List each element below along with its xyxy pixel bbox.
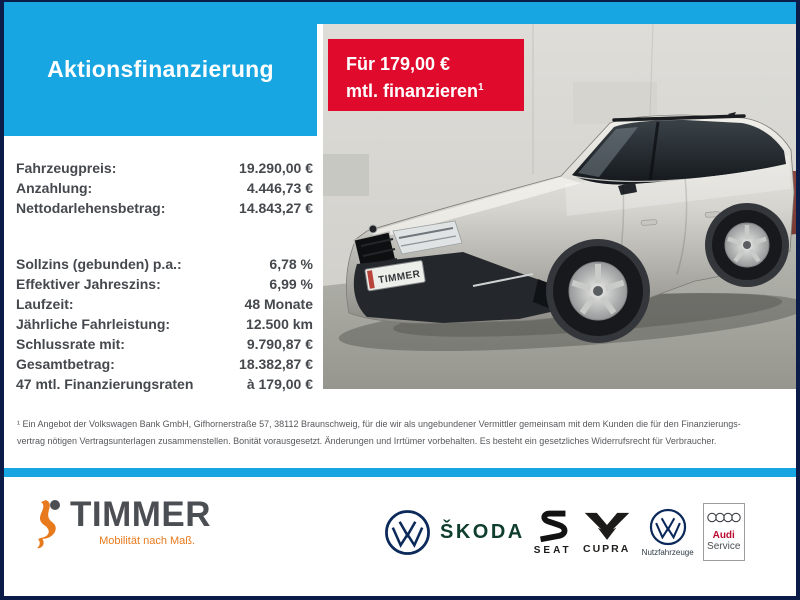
table-row (16, 158, 313, 178)
table-row (16, 334, 313, 354)
offer-badge (328, 39, 524, 111)
brand-cupra (581, 509, 633, 555)
row-value: 19.290,00 € (239, 160, 313, 176)
cupra-wordmark: CUPRA (583, 543, 631, 555)
brand-audi-service (703, 503, 745, 561)
brand-vw-nutzfahrzeuge (642, 508, 694, 557)
seat-wordmark: SEAT (533, 544, 572, 556)
campaign-title-box (4, 2, 317, 136)
row-label: Gesamtbetrag: (16, 356, 115, 372)
row-value: 4.446,73 € (246, 180, 313, 196)
row-label: Fahrzeugpreis: (16, 160, 117, 176)
dealer-logo (32, 496, 211, 552)
table-row (16, 254, 313, 274)
brand-logos (384, 490, 754, 574)
audi-service-line2: Service (707, 541, 741, 552)
row-label: Effektiver Jahreszins: (16, 276, 161, 292)
financing-block-1 (16, 158, 313, 218)
front-wheel (546, 239, 650, 343)
row-value: 14.843,27 € (239, 200, 313, 216)
row-label: Laufzeit: (16, 296, 74, 312)
dealer-name: TIMMER (70, 495, 212, 534)
row-value: 18.382,87 € (239, 356, 313, 372)
table-row (16, 178, 313, 198)
row-label: Sollzins (gebunden) p.a.: (16, 256, 182, 272)
vw-nutzfahrzeuge-logo-icon (649, 508, 687, 546)
row-value: 6,78 % (269, 256, 313, 272)
brand-seat (534, 509, 572, 556)
table-row (16, 294, 313, 314)
skoda-badge (369, 225, 377, 233)
table-row (16, 314, 313, 334)
table-row (16, 274, 313, 294)
vw-logo-icon (384, 509, 431, 556)
page-title: Aktionsfinanzierung (47, 55, 274, 82)
table-row (16, 354, 313, 374)
fine-print-line1: ¹ Ein Angebot der Volkswagen Bank GmbH, Gifhornerstraße 57, 38112 Braunschweig, für die wir als ungebundener Vermittler gemeinsam mit dem Kunden die für den Finanzierungs- (17, 419, 741, 429)
footer-accent-stripe (4, 468, 796, 477)
vehicle-photo (323, 24, 796, 389)
license-plate-text: TIMMER (377, 268, 422, 287)
footer (4, 480, 796, 596)
row-value: à 179,00 € (246, 376, 313, 392)
row-value: 12.500 km (246, 316, 313, 332)
dealer-tagline: Mobilität nach Maß. (99, 535, 196, 547)
row-label: Jährliche Fahrleistung: (16, 316, 171, 332)
offer-footnote-mark: 1 (478, 82, 484, 93)
row-value: 6,99 % (269, 276, 313, 292)
offer-line1: Für 179,00 € (346, 54, 451, 74)
nutzfahrzeuge-label: Nutzfahrzeuge (641, 547, 694, 557)
legal-fine-print (17, 416, 796, 449)
row-value: 9.790,87 € (246, 336, 313, 352)
fine-print-line2: vertrag nötigen Vertragsunterlagen zusammenstellen. Bonität vorausgesetzt. Änderungen und Irrtümer vorbehalten. Es besteht ein gesetzliches Widerrufsrecht für Verbraucher. (17, 435, 717, 446)
cupra-logo-icon (581, 509, 633, 541)
rear-wheel (705, 203, 789, 287)
financing-table (16, 158, 313, 394)
dealer-text (70, 496, 211, 547)
brand-skoda (440, 521, 525, 544)
dealer-logo-icon (32, 496, 64, 552)
row-label: Anzahlung: (16, 180, 93, 196)
ad-content (4, 2, 796, 596)
brand-volkswagen (384, 509, 431, 556)
financing-block-2 (16, 254, 313, 394)
row-value: 48 Monate (244, 296, 313, 312)
audi-service-line1: Audi (712, 530, 735, 541)
row-label: Nettodarlehensbetrag: (16, 200, 166, 216)
row-label: Schlussrate mit: (16, 336, 125, 352)
row-label: 47 mtl. Finanzierungsraten (16, 376, 194, 392)
table-row (16, 374, 313, 394)
table-row (16, 198, 313, 218)
offer-line2: mtl. finanzieren$^1$ (346, 81, 484, 101)
audi-rings-icon (707, 512, 741, 523)
skoda-wordmark: ŠKODA (440, 520, 525, 543)
seat-logo-icon (537, 509, 569, 543)
